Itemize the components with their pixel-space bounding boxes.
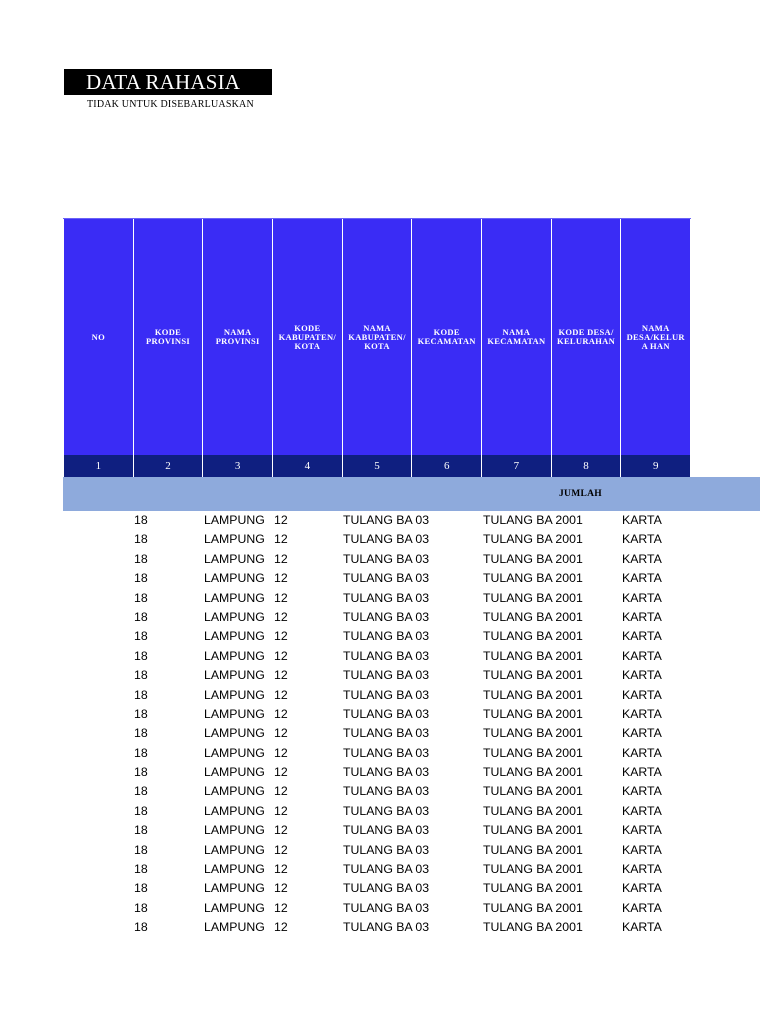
nama-desa-cell: KARTA (622, 513, 662, 527)
nama-provinsi-cell: LAMPUNG (204, 803, 265, 818)
nama-desa-cell: KARTA (622, 609, 662, 624)
kode-kabupaten-cell: 12 (274, 532, 288, 547)
table-row (0, 550, 768, 569)
nama-kabupaten-cell: TULANG BA 03 (343, 648, 430, 663)
kode-provinsi-cell: 18 (134, 862, 148, 877)
document-title: DATA RAHASIA (64, 69, 272, 95)
column-header-nama-desa: NAMA DESA/KELURA HAN (621, 219, 691, 455)
nama-kecamatan-cell: TULANG BA 2001 (483, 823, 583, 838)
nama-kabupaten-cell: TULANG BA 03 (343, 609, 430, 624)
table-row (0, 899, 768, 918)
nama-desa-cell: KARTA (622, 726, 662, 741)
kode-kabupaten-cell: 12 (274, 784, 288, 799)
nama-desa-cell: KARTA (622, 842, 662, 857)
nama-kecamatan-cell: TULANG BA 2001 (483, 590, 583, 605)
kode-provinsi-cell: 18 (134, 668, 148, 683)
nama-provinsi-cell: LAMPUNG (204, 784, 265, 799)
nama-kecamatan-cell: TULANG BA 2001 (483, 862, 583, 877)
kode-provinsi-cell: 18 (134, 803, 148, 818)
kode-provinsi-cell: 18 (134, 823, 148, 838)
table-row (0, 724, 768, 743)
nama-kecamatan-cell: TULANG BA 2001 (483, 726, 583, 741)
nama-kecamatan-cell: TULANG BA 2001 (483, 765, 583, 780)
table-row (0, 530, 768, 549)
nama-provinsi-cell: LAMPUNG (204, 590, 265, 605)
table-row (0, 569, 768, 588)
table-row (0, 860, 768, 879)
nama-provinsi-cell: LAMPUNG (204, 745, 265, 760)
nama-provinsi-cell: LAMPUNG (204, 706, 265, 721)
column-number: 5 (343, 455, 413, 477)
column-header-kode-kecamatan: KODE KECAMATAN (412, 219, 482, 455)
kode-kabupaten-cell: 12 (274, 823, 288, 838)
column-number-row (63, 455, 691, 477)
kode-provinsi-cell: 18 (134, 629, 148, 644)
kode-provinsi-cell: 18 (134, 551, 148, 566)
nama-kecamatan-cell: TULANG BA 2001 (483, 532, 583, 547)
kode-kabupaten-cell: 12 (274, 900, 288, 915)
table-row (0, 627, 768, 646)
kode-kabupaten-cell: 12 (274, 551, 288, 566)
kode-kabupaten-cell: 12 (274, 745, 288, 760)
nama-kecamatan-cell: TULANG BA 2001 (483, 745, 583, 760)
nama-kabupaten-cell: TULANG BA 03 (343, 513, 430, 527)
kode-provinsi-cell: 18 (134, 745, 148, 760)
nama-provinsi-cell: LAMPUNG (204, 765, 265, 780)
kode-kabupaten-cell: 12 (274, 726, 288, 741)
nama-kecamatan-cell: TULANG BA 2001 (483, 668, 583, 683)
nama-kabupaten-cell: TULANG BA 03 (343, 687, 430, 702)
kode-provinsi-cell: 18 (134, 590, 148, 605)
table-row (0, 608, 768, 627)
column-header-nama-kecamatan: NAMA KECAMATAN (482, 219, 552, 455)
nama-desa-cell: KARTA (622, 881, 662, 896)
nama-kabupaten-cell: TULANG BA 03 (343, 900, 430, 915)
nama-desa-cell: KARTA (622, 920, 662, 935)
kode-kabupaten-cell: 12 (274, 920, 288, 935)
kode-provinsi-cell: 18 (134, 706, 148, 721)
nama-desa-cell: KARTA (622, 629, 662, 644)
nama-desa-cell: KARTA (622, 784, 662, 799)
kode-provinsi-cell: 18 (134, 513, 148, 527)
kode-kabupaten-cell: 12 (274, 609, 288, 624)
nama-kecamatan-cell: TULANG BA 2001 (483, 551, 583, 566)
nama-provinsi-cell: LAMPUNG (204, 842, 265, 857)
nama-desa-cell: KARTA (622, 803, 662, 818)
kode-kabupaten-cell: 12 (274, 668, 288, 683)
column-number: 4 (273, 455, 343, 477)
column-header-kode-desa: KODE DESA/ KELURAHAN (552, 219, 622, 455)
table-row (0, 918, 768, 937)
kode-provinsi-cell: 18 (134, 900, 148, 915)
nama-provinsi-cell: LAMPUNG (204, 900, 265, 915)
table-row (0, 821, 768, 840)
table-header (63, 218, 691, 455)
nama-provinsi-cell: LAMPUNG (204, 551, 265, 566)
table-row (0, 686, 768, 705)
table-row (0, 666, 768, 685)
kode-kabupaten-cell: 12 (274, 765, 288, 780)
nama-desa-cell: KARTA (622, 687, 662, 702)
nama-kecamatan-cell: TULANG BA 2001 (483, 571, 583, 586)
nama-desa-cell: KARTA (622, 571, 662, 586)
kode-provinsi-cell: 18 (134, 881, 148, 896)
nama-kabupaten-cell: TULANG BA 03 (343, 842, 430, 857)
nama-kabupaten-cell: TULANG BA 03 (343, 765, 430, 780)
table-row (0, 802, 768, 821)
nama-kecamatan-cell: TULANG BA 2001 (483, 803, 583, 818)
nama-kabupaten-cell: TULANG BA 03 (343, 745, 430, 760)
nama-desa-cell: KARTA (622, 862, 662, 877)
nama-kabupaten-cell: TULANG BA 03 (343, 706, 430, 721)
table-row (0, 511, 768, 530)
nama-provinsi-cell: LAMPUNG (204, 648, 265, 663)
table-row (0, 647, 768, 666)
nama-desa-cell: KARTA (622, 590, 662, 605)
total-row (63, 477, 760, 511)
nama-provinsi-cell: LAMPUNG (204, 668, 265, 683)
nama-provinsi-cell: LAMPUNG (204, 532, 265, 547)
kode-provinsi-cell: 18 (134, 765, 148, 780)
nama-provinsi-cell: LAMPUNG (204, 513, 265, 527)
document-subtitle: TIDAK UNTUK DISEBARLUASKAN (87, 99, 254, 110)
nama-kecamatan-cell: TULANG BA 2001 (483, 842, 583, 857)
kode-kabupaten-cell: 12 (274, 881, 288, 896)
column-header-nama-provinsi: NAMA PROVINSI (203, 219, 273, 455)
nama-provinsi-cell: LAMPUNG (204, 571, 265, 586)
nama-desa-cell: KARTA (622, 551, 662, 566)
nama-provinsi-cell: LAMPUNG (204, 687, 265, 702)
column-header-nama-kabupaten: NAMA KABUPATEN/ KOTA (343, 219, 413, 455)
kode-provinsi-cell: 18 (134, 532, 148, 547)
nama-kabupaten-cell: TULANG BA 03 (343, 629, 430, 644)
nama-kecamatan-cell: TULANG BA 2001 (483, 687, 583, 702)
kode-kabupaten-cell: 12 (274, 706, 288, 721)
nama-kecamatan-cell: TULANG BA 2001 (483, 513, 583, 527)
kode-provinsi-cell: 18 (134, 784, 148, 799)
nama-kecamatan-cell: TULANG BA 2001 (483, 784, 583, 799)
nama-kecamatan-cell: TULANG BA 2001 (483, 920, 583, 935)
table-row (0, 879, 768, 898)
nama-kabupaten-cell: TULANG BA 03 (343, 726, 430, 741)
kode-kabupaten-cell: 12 (274, 629, 288, 644)
nama-kecamatan-cell: TULANG BA 2001 (483, 881, 583, 896)
kode-provinsi-cell: 18 (134, 648, 148, 663)
column-number: 8 (552, 455, 622, 477)
kode-provinsi-cell: 18 (134, 687, 148, 702)
total-label: JUMLAH (559, 489, 602, 499)
nama-desa-cell: KARTA (622, 823, 662, 838)
nama-provinsi-cell: LAMPUNG (204, 920, 265, 935)
table-row (0, 744, 768, 763)
table-row (0, 782, 768, 801)
column-number: 9 (621, 455, 691, 477)
nama-kecamatan-cell: TULANG BA 2001 (483, 609, 583, 624)
nama-provinsi-cell: LAMPUNG (204, 823, 265, 838)
nama-desa-cell: KARTA (622, 745, 662, 760)
kode-kabupaten-cell: 12 (274, 842, 288, 857)
table-row (0, 589, 768, 608)
nama-kabupaten-cell: TULANG BA 03 (343, 803, 430, 818)
nama-kabupaten-cell: TULANG BA 03 (343, 668, 430, 683)
table-body (0, 511, 768, 938)
nama-kabupaten-cell: TULANG BA 03 (343, 784, 430, 799)
nama-kabupaten-cell: TULANG BA 03 (343, 571, 430, 586)
table-row (0, 705, 768, 724)
nama-provinsi-cell: LAMPUNG (204, 726, 265, 741)
nama-kecamatan-cell: TULANG BA 2001 (483, 648, 583, 663)
nama-provinsi-cell: LAMPUNG (204, 629, 265, 644)
column-number: 6 (412, 455, 482, 477)
column-number: 7 (482, 455, 552, 477)
nama-provinsi-cell: LAMPUNG (204, 609, 265, 624)
kode-kabupaten-cell: 12 (274, 862, 288, 877)
kode-kabupaten-cell: 12 (274, 803, 288, 818)
nama-kabupaten-cell: TULANG BA 03 (343, 920, 430, 935)
nama-kabupaten-cell: TULANG BA 03 (343, 551, 430, 566)
nama-desa-cell: KARTA (622, 706, 662, 721)
nama-kecamatan-cell: TULANG BA 2001 (483, 629, 583, 644)
nama-kabupaten-cell: TULANG BA 03 (343, 532, 430, 547)
column-header-kode-kabupaten: KODE KABUPATEN/ KOTA (273, 219, 343, 455)
kode-kabupaten-cell: 12 (274, 590, 288, 605)
nama-desa-cell: KARTA (622, 532, 662, 547)
kode-provinsi-cell: 18 (134, 609, 148, 624)
kode-provinsi-cell: 18 (134, 571, 148, 586)
nama-kabupaten-cell: TULANG BA 03 (343, 823, 430, 838)
nama-provinsi-cell: LAMPUNG (204, 881, 265, 896)
nama-provinsi-cell: LAMPUNG (204, 862, 265, 877)
nama-kabupaten-cell: TULANG BA 03 (343, 590, 430, 605)
nama-kabupaten-cell: TULANG BA 03 (343, 862, 430, 877)
nama-desa-cell: KARTA (622, 648, 662, 663)
table-row (0, 763, 768, 782)
column-header-no: NO (63, 219, 134, 455)
table-row (0, 841, 768, 860)
nama-kabupaten-cell: TULANG BA 03 (343, 881, 430, 896)
column-number: 3 (203, 455, 273, 477)
kode-provinsi-cell: 18 (134, 726, 148, 741)
nama-desa-cell: KARTA (622, 765, 662, 780)
kode-kabupaten-cell: 12 (274, 513, 288, 527)
column-header-kode-provinsi: KODE PROVINSI (134, 219, 204, 455)
kode-provinsi-cell: 18 (134, 842, 148, 857)
nama-kecamatan-cell: TULANG BA 2001 (483, 900, 583, 915)
kode-kabupaten-cell: 12 (274, 687, 288, 702)
column-number: 2 (134, 455, 204, 477)
column-number: 1 (63, 455, 134, 477)
nama-desa-cell: KARTA (622, 668, 662, 683)
nama-desa-cell: KARTA (622, 900, 662, 915)
kode-kabupaten-cell: 12 (274, 648, 288, 663)
nama-kecamatan-cell: TULANG BA 2001 (483, 706, 583, 721)
kode-provinsi-cell: 18 (134, 920, 148, 935)
kode-kabupaten-cell: 12 (274, 571, 288, 586)
